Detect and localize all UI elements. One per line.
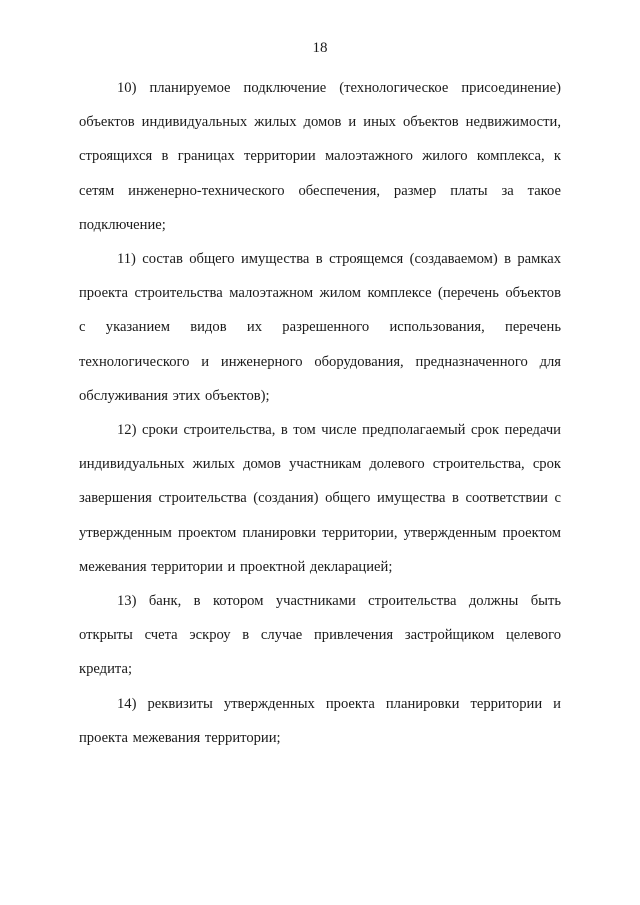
paragraph-item-11: 11) состав общего имущества в строящемся (создаваемом) в рамках проекта строительства малоэтажном жилом комплексе (перечень объектов с указанием видов их разрешенного использования, перечень технологического и инженерного оборудования, предназначенного для обслуживания этих объектов); [79,251,561,404]
paragraph-item-14: 14) реквизиты утвержденных проекта планировки территории и проекта межевания территории; [79,695,561,746]
paragraph-item-12: 12) сроки строительства, в том числе предполагаемый срок передачи индивидуальных жилых домов участникам долевого строительства, срок завершения строительства (создания) общего имущества в соответствии с утвержденным проектом планировки территории, утвержденным проектом межевания территории и проектной декларацией; [79,422,561,575]
page-number: 18 [312,40,328,56]
paragraph-item-13: 13) банк, в котором участниками строительства должны быть открыты счета эскроу в случае привлечения застройщиком целевого кредита; [79,593,561,678]
document-body [79,71,561,755]
paragraph-item-10: 10) планируемое подключение (технологическое присоединение) объектов индивидуальных жилых домов и иных объектов недвижимости, строящихся в границах территории малоэтажного жилого комплекса, к сетям инженерно-технического обеспечения, размер платы за такое подключение; [79,80,561,233]
